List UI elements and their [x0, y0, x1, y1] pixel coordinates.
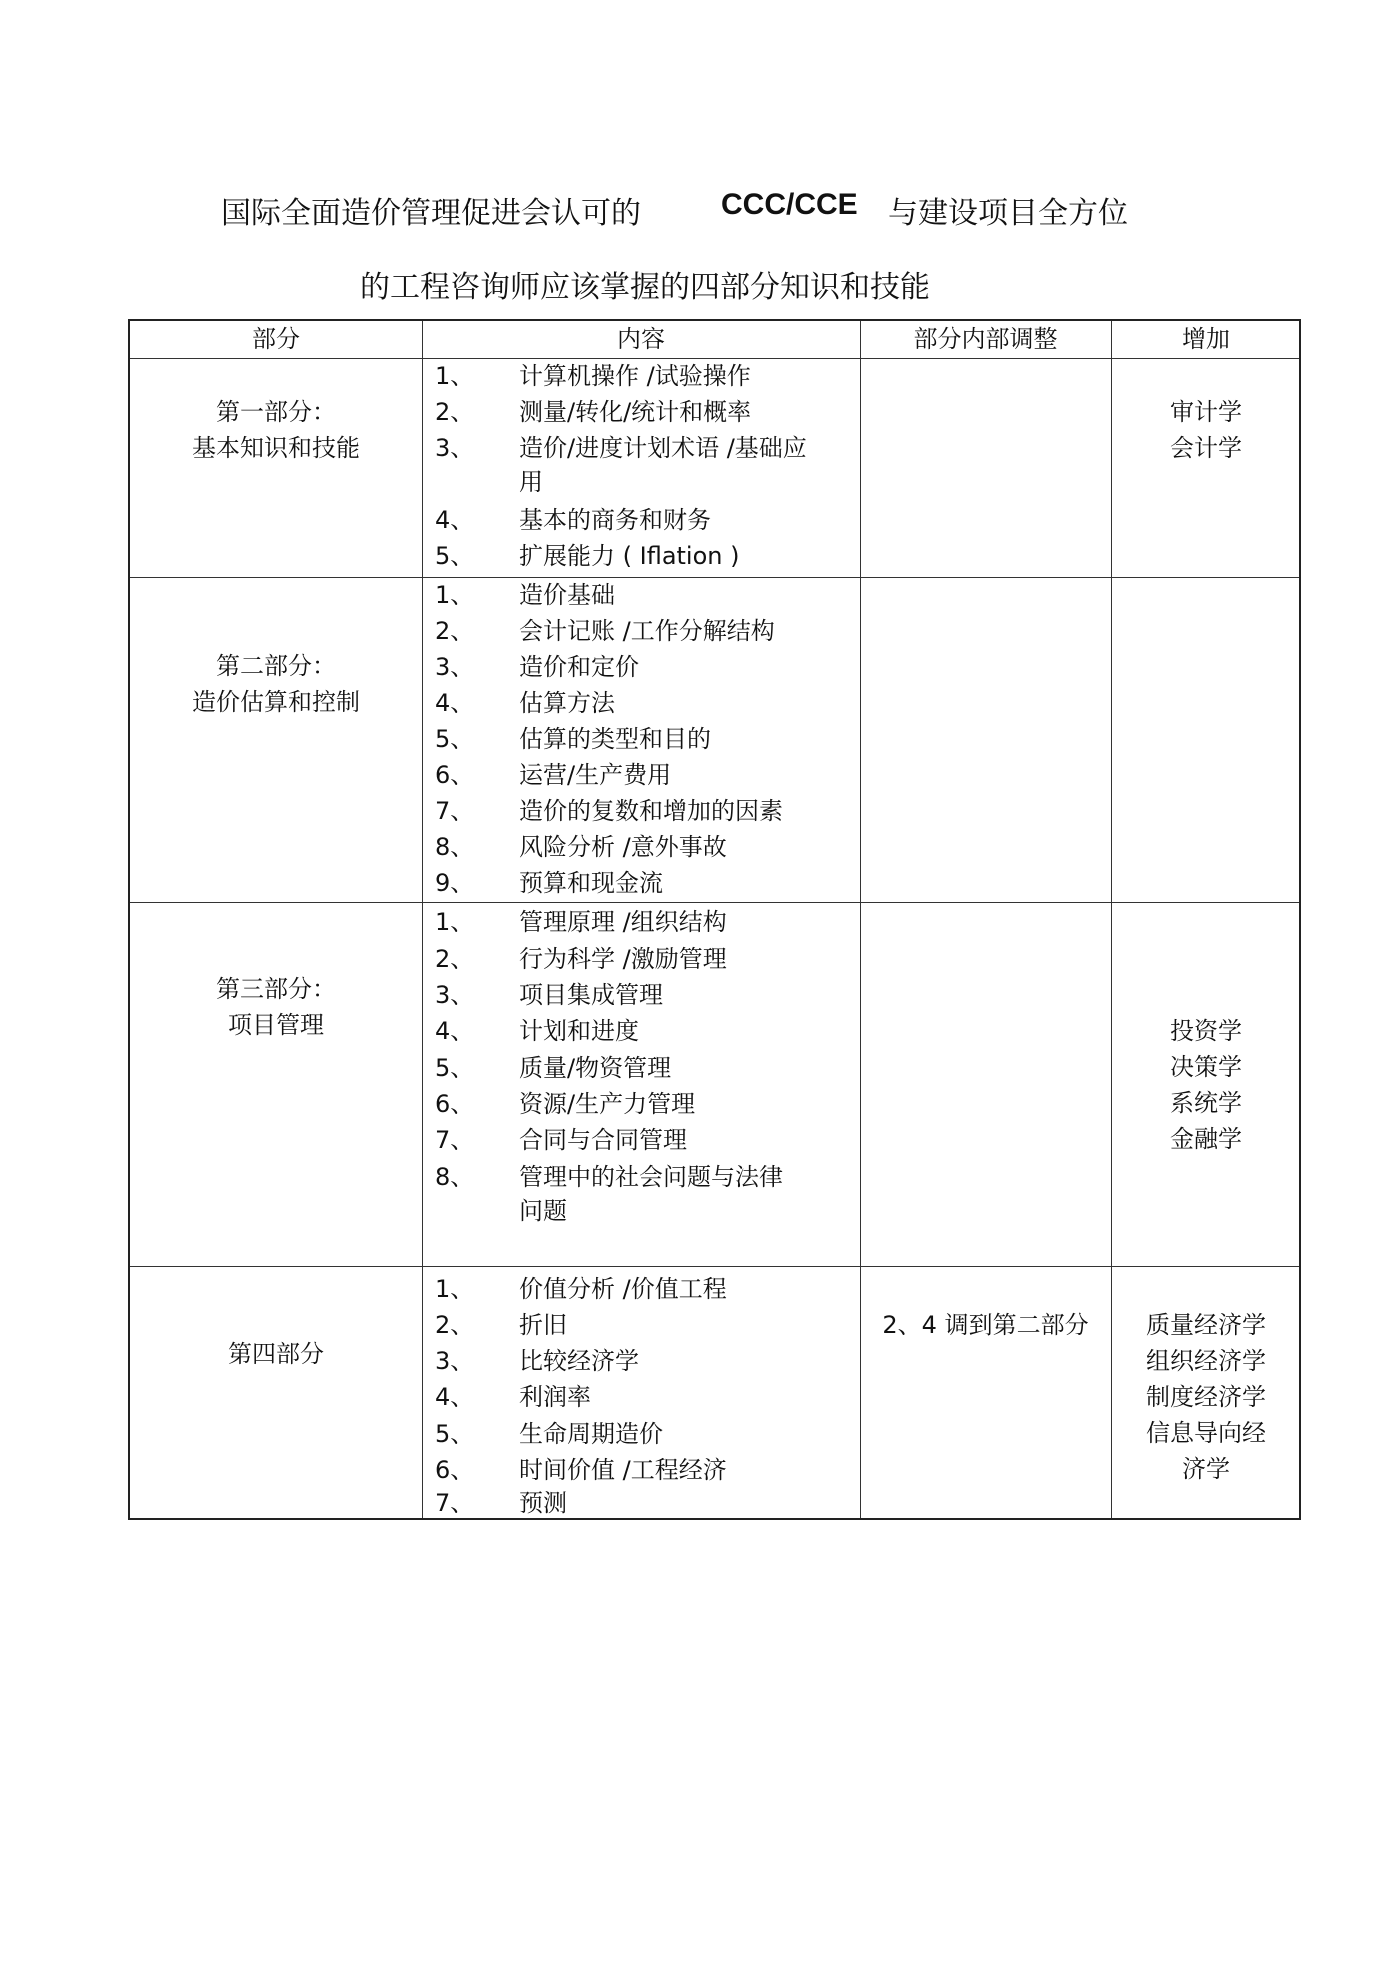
item-text: 预测 [519, 1489, 567, 1517]
addition-item: 金融学 [1170, 1125, 1242, 1153]
item-number: 5、 [435, 725, 475, 753]
title-segment: 与建设项目全方位 [888, 196, 1128, 231]
item-number: 6、 [435, 1090, 475, 1118]
item-text: 估算方法 [519, 689, 615, 717]
item-number: 5、 [435, 1420, 475, 1448]
item-number: 6、 [435, 761, 475, 789]
item-number: 8、 [435, 1163, 475, 1191]
item-number: 3、 [435, 981, 475, 1009]
addition-item: 决策学 [1170, 1053, 1242, 1081]
item-text: 造价和定价 [519, 653, 639, 681]
item-text: 问题 [519, 1197, 567, 1225]
item-text: 项目集成管理 [519, 981, 663, 1009]
section-4-additions [1111, 1307, 1301, 1487]
item-text: 预算和现金流 [519, 869, 663, 897]
item-text: 用 [519, 468, 543, 496]
item-number: 3、 [435, 1347, 475, 1375]
header-internal-adjustment: 部分内部调整 [913, 325, 1058, 353]
item-text: 造价/进度计划术语 /基础应 [519, 434, 807, 462]
addition-item: 投资学 [1170, 1017, 1242, 1045]
addition-item: 系统学 [1170, 1089, 1242, 1117]
section-1-additions [1111, 394, 1301, 466]
item-text: 利润率 [519, 1383, 591, 1411]
header-content: 内容 [617, 325, 665, 353]
item-text: 生命周期造价 [519, 1420, 663, 1448]
addition-item: 济学 [1182, 1455, 1230, 1483]
addition-item: 组织经济学 [1146, 1347, 1266, 1375]
item-text: 风险分析 /意外事故 [519, 833, 727, 861]
section-2-label [130, 648, 422, 720]
item-number: 5、 [435, 542, 475, 570]
item-number: 7、 [435, 1489, 475, 1517]
item-number: 2、 [435, 1311, 475, 1339]
item-text: 合同与合同管理 [519, 1126, 687, 1154]
addition-item: 制度经济学 [1146, 1383, 1266, 1411]
item-text: 比较经济学 [519, 1347, 639, 1375]
item-number: 6、 [435, 1456, 475, 1484]
section-3-label [130, 971, 422, 1043]
item-text: 计划和进度 [519, 1017, 639, 1045]
item-number: 8、 [435, 833, 475, 861]
item-number: 7、 [435, 1126, 475, 1154]
item-number: 3、 [435, 434, 475, 462]
title-segment: 的工程咨询师应该掌握的四部分知识和技能 [360, 270, 930, 305]
section-label-line: 第一部分： [216, 398, 336, 426]
item-text: 计算机操作 /试验操作 [519, 362, 751, 390]
item-text: 质量/物资管理 [519, 1054, 672, 1082]
item-text: 管理原理 /组织结构 [519, 908, 727, 936]
item-text: 时间价值 /工程经济 [519, 1456, 727, 1484]
item-text: 造价的复数和增加的因素 [519, 797, 783, 825]
header-addition: 增加 [1182, 325, 1230, 353]
section-label-line: 第四部分 [228, 1340, 324, 1368]
item-number: 5、 [435, 1054, 475, 1082]
item-number: 1、 [435, 581, 475, 609]
item-number: 1、 [435, 362, 475, 390]
section-label-line: 基本知识和技能 [192, 434, 360, 462]
addition-item: 会计学 [1170, 434, 1242, 462]
section-4-adjustment: 2、4 调到第二部分 [882, 1311, 1089, 1339]
item-number: 7、 [435, 797, 475, 825]
item-text: 测量/转化/统计和概率 [519, 398, 752, 426]
section-3-additions [1111, 1013, 1301, 1157]
addition-item: 信息导向经 [1146, 1419, 1266, 1447]
item-text: 基本的商务和财务 [519, 506, 711, 534]
item-number: 2、 [435, 617, 475, 645]
title-certification-code: CCC/CCE [721, 188, 858, 221]
title-segment: 国际全面造价管理促进会认可的 [221, 196, 641, 231]
item-text: 扩展能力 ( Iflation ) [519, 542, 740, 570]
item-text: 估算的类型和目的 [519, 725, 711, 753]
item-text: 行为科学 /激励管理 [519, 945, 727, 973]
header-part: 部分 [252, 325, 300, 353]
row-divider [130, 1266, 1299, 1267]
section-4-label [130, 1336, 422, 1372]
item-number: 4、 [435, 1383, 475, 1411]
item-text: 管理中的社会问题与法律 [519, 1163, 783, 1191]
item-number: 2、 [435, 945, 475, 973]
item-text: 资源/生产力管理 [519, 1090, 696, 1118]
section-1-label [130, 394, 422, 466]
item-number: 3、 [435, 653, 475, 681]
column-divider [422, 321, 423, 1518]
item-number: 1、 [435, 1275, 475, 1303]
row-divider [130, 577, 1299, 578]
item-text: 折旧 [519, 1311, 567, 1339]
knowledge-table [128, 319, 1301, 1520]
item-text: 会计记账 /工作分解结构 [519, 617, 775, 645]
addition-item: 质量经济学 [1146, 1311, 1266, 1339]
row-divider [130, 902, 1299, 903]
section-label-line: 第二部分： [216, 652, 336, 680]
section-label-line: 造价估算和控制 [192, 688, 360, 716]
item-number: 1、 [435, 908, 475, 936]
item-text: 运营/生产费用 [519, 761, 672, 789]
item-text: 造价基础 [519, 581, 615, 609]
section-label-line: 项目管理 [228, 1011, 324, 1039]
item-number: 4、 [435, 1017, 475, 1045]
item-number: 4、 [435, 506, 475, 534]
section-label-line: 第三部分： [216, 975, 336, 1003]
item-number: 4、 [435, 689, 475, 717]
item-text: 价值分析 /价值工程 [519, 1275, 727, 1303]
addition-item: 审计学 [1170, 398, 1242, 426]
item-number: 2、 [435, 398, 475, 426]
item-number: 9、 [435, 869, 475, 897]
